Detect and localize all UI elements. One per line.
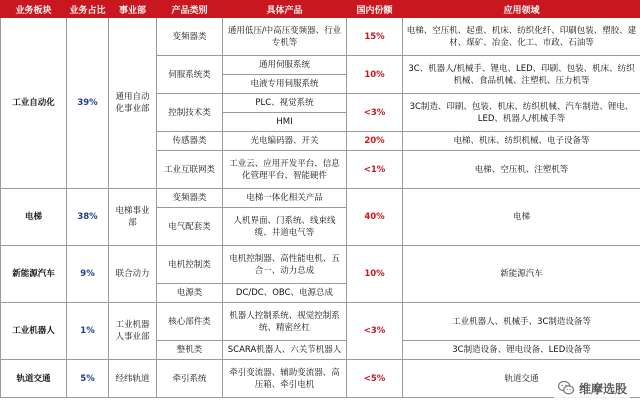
table-row	[1, 303, 640, 341]
percent-cell: 38%	[67, 189, 109, 246]
application-cell: 电梯	[403, 189, 640, 246]
application-cell: 3C制造、印刷、包装、机床、纺织机械、汽车制造、锂电、LED、机器人/机械手等	[403, 94, 640, 132]
category-cell: 整机类	[157, 341, 223, 360]
header-biz: 业务板块	[1, 1, 67, 18]
percent-cell: 9%	[67, 246, 109, 303]
application-cell: 轨道交通	[403, 360, 640, 398]
share-cell: <3%	[347, 303, 403, 360]
segment-cell: 工业自动化	[1, 18, 67, 189]
division-cell: 电梯事业部	[109, 189, 157, 246]
segment-cell: 新能源汽车	[1, 246, 67, 303]
share-cell: 10%	[347, 246, 403, 303]
application-cell: 电梯、机床、纺织机械、电子设备等	[403, 132, 640, 151]
category-cell: 工业互联网类	[157, 151, 223, 189]
header-app: 应用领域	[403, 1, 640, 18]
category-cell: 电源类	[157, 284, 223, 303]
product-cell: 通用低压/中高压变频器、行业专机等	[223, 18, 347, 56]
percent-cell: 1%	[67, 303, 109, 360]
share-cell: <3%	[347, 94, 403, 132]
header-dept: 事业部	[109, 1, 157, 18]
percent-cell: 5%	[67, 360, 109, 398]
product-cell: PLC、视觉系统	[223, 94, 347, 113]
product-cell: 工业云、应用开发平台、信息化管理平台、智能硬件	[223, 151, 347, 189]
table-row	[1, 189, 640, 208]
header-cat: 产品类别	[157, 1, 223, 18]
segment-cell: 轨道交通	[1, 360, 67, 398]
header-prod: 具体产品	[223, 1, 347, 18]
application-cell: 3C制造设备、锂电设备、LED设备等	[403, 341, 640, 360]
product-cell: 电梯一体化相关产品	[223, 189, 347, 208]
division-cell: 联合动力	[109, 246, 157, 303]
category-cell: 控制技术类	[157, 94, 223, 132]
division-cell: 通用自动化事业部	[109, 18, 157, 189]
table-row	[1, 360, 640, 398]
category-cell: 伺服系统类	[157, 56, 223, 94]
category-cell: 变频器类	[157, 189, 223, 208]
share-cell: 40%	[347, 189, 403, 246]
header-row	[1, 1, 640, 18]
watermark	[554, 378, 630, 398]
application-cell: 3C、机器人/机械手、锂电、LED、印刷、包装、机床、纺织机械、食品机械、注塑机、压力机等	[403, 56, 640, 94]
product-cell: 电机控制器、高性能电机、五合一、动力总成	[223, 246, 347, 284]
division-cell: 工业机器人事业部	[109, 303, 157, 360]
product-cell: 机器人控制系统、视觉控制系统、精密丝杠	[223, 303, 347, 341]
share-cell: 10%	[347, 56, 403, 94]
share-cell: 15%	[347, 18, 403, 56]
category-cell: 电机控制类	[157, 246, 223, 284]
wechat-logo-icon	[557, 379, 575, 397]
application-cell: 工业机器人、机械手、3C制造设备等	[403, 303, 640, 341]
segment-cell: 电梯	[1, 189, 67, 246]
percent-cell: 39%	[67, 18, 109, 189]
product-cell: 牵引变流器、辅助变流器、高压箱、牵引电机	[223, 360, 347, 398]
application-cell: 电梯、空压机、起重、机床、纺织化纤、印刷包装、塑胶、建材、煤矿、冶金、化工、市政、石油等	[403, 18, 640, 56]
product-cell: 光电编码器、开关	[223, 132, 347, 151]
category-cell: 核心部件类	[157, 303, 223, 341]
product-cell: HMI	[223, 113, 347, 132]
table-row	[1, 246, 640, 284]
header-share: 国内份额	[347, 1, 403, 18]
product-cell: 电液专用伺服系统	[223, 75, 347, 94]
category-cell: 传感器类	[157, 132, 223, 151]
product-cell: DC/DC、OBC、电源总成	[223, 284, 347, 303]
segment-cell: 工业机器人	[1, 303, 67, 360]
category-cell: 牵引系统	[157, 360, 223, 398]
share-cell: 20%	[347, 132, 403, 151]
table-row	[1, 18, 640, 56]
share-cell: <5%	[347, 360, 403, 398]
share-cell: <1%	[347, 151, 403, 189]
product-cell: SCARA机器人、六关节机器人	[223, 341, 347, 360]
division-cell: 经纬轨道	[109, 360, 157, 398]
application-cell: 新能源汽车	[403, 246, 640, 303]
watermark-text: 维摩选股	[578, 381, 627, 396]
category-cell: 电气配套类	[157, 208, 223, 246]
product-cell: 通用伺服系统	[223, 56, 347, 75]
product-cell: 人机界面、门系统、线束线缆、井道电气等	[223, 208, 347, 246]
application-cell: 电梯、空压机、注塑机等	[403, 151, 640, 189]
header-pct: 业务占比	[67, 1, 109, 18]
category-cell: 变频器类	[157, 18, 223, 56]
